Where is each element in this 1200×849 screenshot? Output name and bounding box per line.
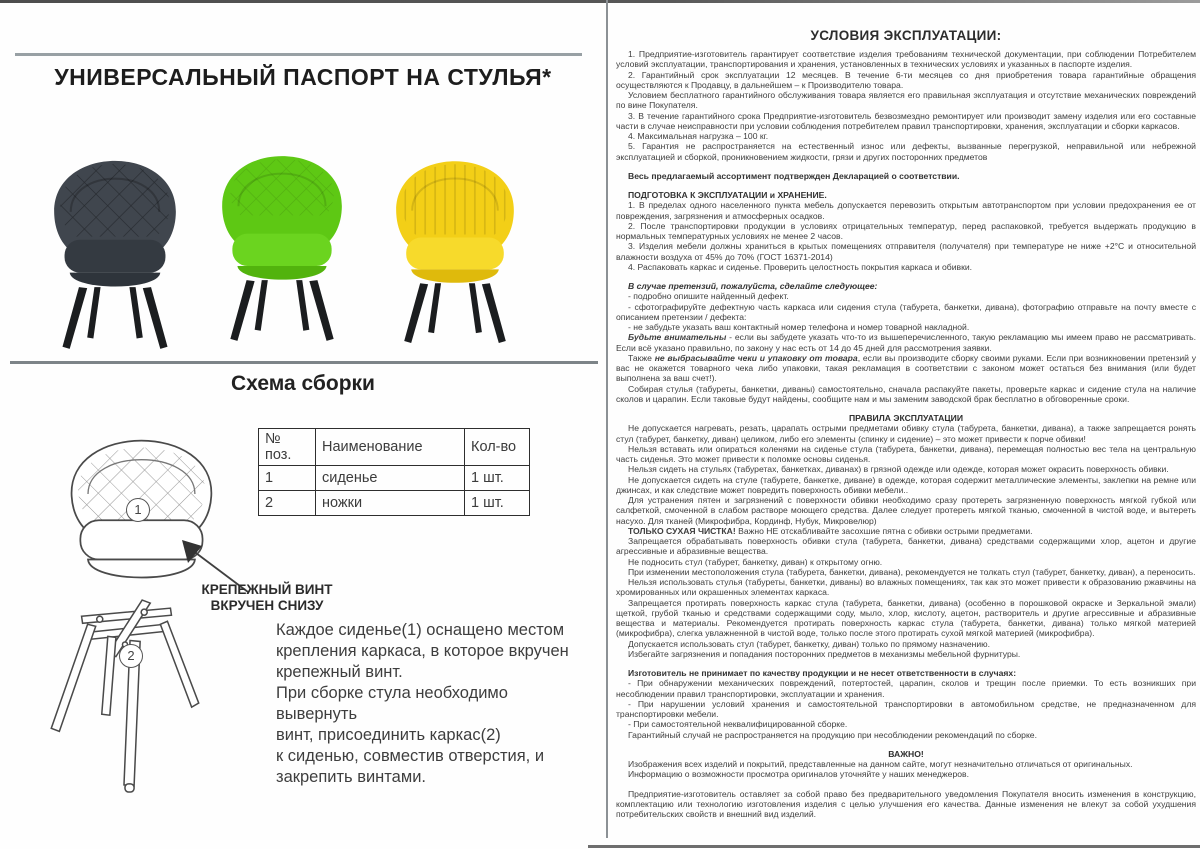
usage-text (616, 49, 1196, 819)
assembly-description-line: крепления каркаса, в которое вкручен (276, 642, 569, 660)
yellow-chair-photo (378, 114, 532, 348)
text-paragraph: 5. Гарантия не распространяется на естественный износ или дефекты, вызванные перегрузкой, неправильной или небрежной эксплуатацией и сборкой, проникновением жидкости, грязи и других посторонних предметов (616, 141, 1196, 162)
scan-top-edge (0, 0, 1200, 3)
text-paragraph: - При обнаружении механических повреждений, потертостей, царапин, сколов и трещин после приемки. То есть возникших при несоблюдении правил транспортировки, эксплуатации и хранения. (616, 678, 1196, 699)
text-paragraph: 1. В пределах одного населенного пункта мебель допускается перевозить открытым автотранспортом при условии предохранения ее от повреждения, загрязнения и атмосферных осадков. (616, 200, 1196, 221)
left-top-rule (15, 53, 582, 56)
parts-table-header-row (259, 429, 530, 466)
parts-table-cell: 1 (259, 466, 316, 491)
parts-table-cell: 2 (259, 491, 316, 516)
text-paragraph: 3. В течение гарантийного срока Предприятие-изготовитель безвозмездно ремонтирует или производит замену изделия или его составные части в случае неисправности при условии соблюдения потребителем правил транспортировки, хранения, эксплуатации и сборки каркасов. (616, 110, 1196, 131)
text-paragraph: 2. Гарантийный срок эксплуатации 12 месяцев. В течение 6-ти месяцев со дня приобретения товара гарантийные обращения осуществляются к Продавцу, в дальнейшем – к Производителю товара. (616, 69, 1196, 90)
fixing-screw-note (192, 582, 342, 614)
parts-table-cell: 1 шт. (465, 491, 530, 516)
parts-table (258, 428, 530, 516)
assembly-description-line: крепежный винт. (276, 663, 403, 681)
text-paragraph: - подробно опишите найденный дефект. (628, 291, 789, 302)
assembly-heading: Схема сборки (231, 372, 375, 395)
fixing-screw-note-line1: КРЕПЕЖНЫЙ ВИНТ (201, 582, 333, 597)
assembly-description (276, 620, 586, 788)
assembly-description-line: закрепить винтами. (276, 768, 426, 786)
text-paragraph: Запрещается обрабатывать поверхность обивки стула (табурета, банкетки, дивана) средствами содержащими хлор, ацетон и другие агрессивные и абразивные вещества. (616, 536, 1196, 557)
scan-bottom-edge (588, 845, 1200, 848)
text-paragraph: Нельзя вставать или опираться коленями на сиденье стула (табурета, банкетки, дивана), перемещая полностью вес тела на центральную часть сиденья. Это может привести к поломке основы сиденья. (616, 443, 1196, 464)
fixing-screw-note-line2: ВКРУЧЕН СНИЗУ (210, 598, 324, 613)
text-paragraph: - не забудьте указать ваш контактный номер телефона и номер товарной накладной. (628, 322, 970, 332)
assembly-section-rule (10, 361, 598, 364)
text-paragraph: Не допускается нагревать, резать, царапать острыми предметами обивку стула (табурета, банкетки, дивана), а также запрещается ронять стул (табурет, банкетку, диван) целиком, либо его элементы (спинку и сидение) – это может привести к порче обивки! (616, 423, 1196, 444)
text-paragraph: - При нарушении условий хранения и самостоятельной транспортировки в автомобильном средстве, не предназначенном для транспортировки мебели. (616, 698, 1196, 719)
section-heading: ВАЖНО! (888, 748, 924, 759)
text-paragraph: Допускается использовать стул (табурет, банкетку, диван) только по прямому назначению. (628, 638, 990, 649)
text-paragraph: 4. Максимальная нагрузка – 100 кг. (628, 131, 769, 141)
text-paragraph: Изготовитель не принимает по качеству продукции и не несет ответственности в случаях: (628, 668, 1017, 678)
text-paragraph: 4. Распаковать каркас и сиденье. Проверить целостность покрытия каркаса и обивки. (628, 261, 973, 272)
parts-table-header-cell: Кол-во (465, 429, 530, 466)
assembly-description-line: винт, присоединить каркас(2) (276, 726, 501, 744)
legs-line-drawing (45, 594, 207, 796)
text-paragraph: Будьте внимательны - если вы забудете указать что-то из вышеперечисленного, такую рекламацию мы имеем право не рассматривать. Если всё указано правильно, по закону у нас есть от 14 до 45 дней для рассмотрения заявки. (616, 332, 1196, 353)
text-paragraph: Весь предлагаемый ассортимент подтвержден Декларацией о соответствии. (628, 170, 960, 181)
text-paragraph: ПОДГОТОВКА К ЭКСПЛУАТАЦИИ и ХРАНЕНИЕ. (628, 190, 827, 200)
text-paragraph: Предприятие-изготовитель оставляет за собой право без предварительного уведомления Покупателя вносить изменения в конструкцию, комплектацию или технологию изготовления изделия с целью улучшения его качества. Данные изменения не влекут за собой ухудшения потребительских свойств и внешний вид изделий. (616, 788, 1196, 819)
text-paragraph: При изменении местоположения стула (табурета, банкетки, дивана), рекомендуется не толкать стул (табурет, банкетку, диван), а переносить. (628, 566, 1196, 577)
text-paragraph: Гарантийный случай не распространяется на продукцию при несоблюдении рекомендаций по сборке. (628, 729, 1037, 740)
parts-table-row (259, 466, 530, 491)
text-paragraph: Нельзя использовать стулья (табуреты, банкетки, диваны) во влажных помещениях, так как это может привести к образованию ржавчины на хромированных или окрашенных элементах каркаса. (616, 577, 1196, 598)
parts-table-header-cell: № поз. (259, 429, 316, 466)
text-paragraph: ТОЛЬКО СУХАЯ ЧИСТКА! Важно НЕ отскабливайте засохшие пятна с обивки острыми предметами. (628, 525, 1033, 536)
usage-section (616, 28, 1196, 840)
text-paragraph: Запрещается протирать поверхность каркас стула (табурета, банкетки, дивана) (особенно в порошковой окраске и Зеркальной эмали) щеткой, грубой тканью и средствами содержащими соду, мыло, хлор, кислоту, ацетон, растворитель и другие агрессивные и абразивные вещества и материалы. Рекомендуется протирать поверхность каркас стула (табурета, банкетки, дивана) только мягкой материей (микрофибра), слегка увлажненной в чистой воде, только после этого протирать сухой мягкой материей (микрофибра). (616, 597, 1196, 639)
part-1-marker: 1 (126, 498, 150, 522)
parts-table-row (259, 491, 530, 516)
text-paragraph: В случае претензий, пожалуйста, сделайте следующее: (628, 281, 878, 291)
green-chair-photo (202, 108, 362, 346)
parts-table-cell: ножки (316, 491, 465, 516)
text-paragraph: 2. После транспортировки продукции в условиях отрицательных температур, перед распаковкой, требуется выдержать продукцию в нормальных температурных условиях не менее 2 часов. (616, 220, 1196, 241)
text-paragraph: Также не выбрасывайте чеки и упаковку от товара, если вы производите сборку своими руками. Если при возникновении претензий у вас не окажется товарного чека либо упаковки, такая рекламация в соответствии с законом может остаться без внимания (или будет выполнена за ваш счет!). (616, 352, 1196, 384)
parts-table-header-cell: Наименование (316, 429, 465, 466)
text-paragraph: - При самостоятельной неквалифицированной сборке. (628, 719, 848, 730)
column-divider (606, 0, 608, 838)
dark-chair-photo (36, 112, 194, 354)
text-paragraph: Нельзя сидеть на стульях (табуретах, банкетках, диванах) в грязной одежде или одежде, которая может окрасить поверхность обивки. (628, 464, 1169, 475)
section-heading: ПРАВИЛА ЭКСПЛУАТАЦИИ (848, 413, 964, 423)
text-paragraph: Собирая стулья (табуреты, банкетки, диваны) самостоятельно, сначала распакуйте пакеты, проверьте каркас и сидение стула на наличие сколов и царапин. Если таковые будут найдены, сообщите нам и мы заменим заводской брак бесплатно в обговоренные сроки. (616, 383, 1196, 404)
part-2-marker: 2 (119, 644, 143, 668)
assembly-description-line: При сборке стула необходимо вывернуть (276, 684, 508, 723)
text-paragraph: Избегайте загрязнения и попадания посторонних предметов в механизмы мебельной фурнитуры. (628, 648, 1021, 659)
parts-table-cell: сиденье (316, 466, 465, 491)
text-paragraph: Изображения всех изделий и покрытий, представленные на данном сайте, могут незначительно отличаться от оригинальных. (628, 759, 1133, 769)
text-paragraph: - сфотографируйте дефектную часть каркаса или сидения стула (табурета, банкетки, дивана), фотографию отправьте на почту вместе с описанием претензии / дефекта: (616, 301, 1196, 322)
text-paragraph: Не допускается сидеть на стуле (табурете, банкетке, диване) в одежде, которая содержит металлические элементы, заклепки на ремне или джинсах, и как следствие может повредить поверхность обивки мебели.. (616, 474, 1196, 495)
text-paragraph: 3. Изделия мебели должны храниться в крытых помещениях отправителя (получателя) при температуре не ниже +2°С и относительной влажности воздуха от 45% до 70% (ГОСТ 16371-2014) (616, 241, 1196, 262)
text-paragraph: 1. Предприятие-изготовитель гарантирует соответствие изделия требованиям технической документации, при соблюдении Потребителем условий эксплуатации, транспортирования и хранения, установленных в технических условиях и указанных в паспорте изделия. (616, 49, 1196, 70)
parts-table-cell: 1 шт. (465, 466, 530, 491)
usage-title: УСЛОВИЯ ЭКСПЛУАТАЦИИ: (810, 28, 1002, 43)
passport-title: УНИВЕРСАЛЬНЫЙ ПАСПОРТ НА СТУЛЬЯ* (54, 64, 552, 90)
text-paragraph: Для устранения пятен и загрязнений с поверхности обивки необходимо сразу протереть загрязненную поверхность мягкой губкой или салфеткой, смоченной в слабом растворе моющего средства. Далее следует протереть мягкой тканью, смоченной в чистой воде, и вытереть насухо. Для тканей (Микрофибра, Кординф, Нубук, Микровелюр) (616, 495, 1196, 526)
text-paragraph: Не подносить стул (табурет, банкетку, диван) к открытому огню. (628, 556, 883, 567)
text-paragraph: Условием бесплатного гарантийного обслуживания товара является его правильная эксплуатация и отсутствие механических повреждений по вине Покупателя. (616, 90, 1196, 111)
text-paragraph: Информацию о возможности просмотра оригиналов уточняйте у наших менеджеров. (628, 769, 969, 780)
assembly-description-line: Каждое сиденье(1) оснащено местом (276, 621, 565, 639)
assembly-description-line: к сиденью, совместив отверстия, и (276, 747, 545, 765)
